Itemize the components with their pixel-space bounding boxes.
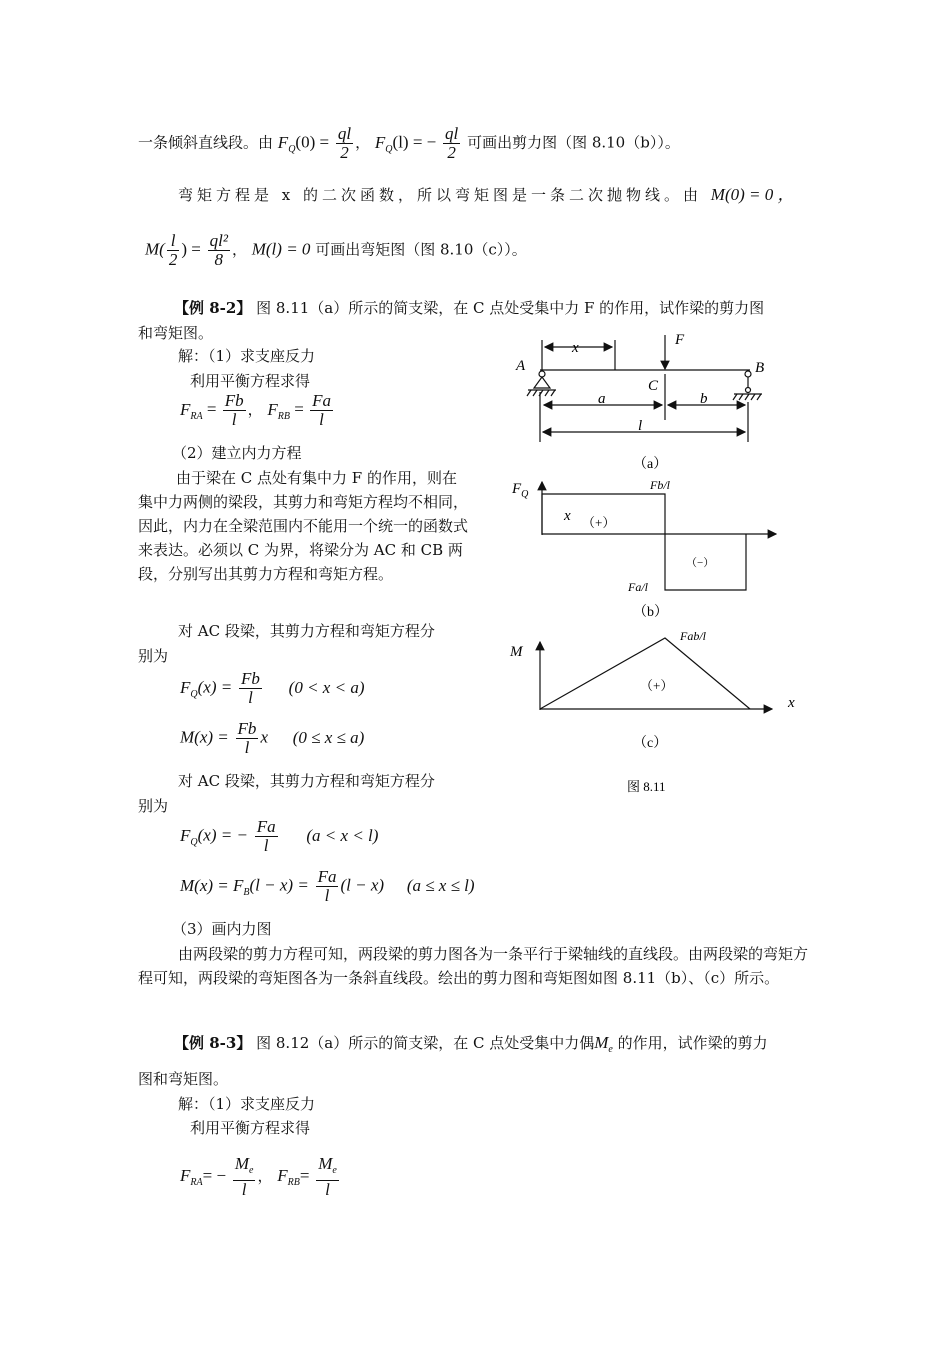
m0-equation: M(0) = 0 ， <box>710 185 795 204</box>
fraction-fb-l-2: $\frac{Fb}{l}$ <box>241 669 260 707</box>
eq-sign: ) = <box>181 239 201 259</box>
solution-step2: （2）建立内力方程 <box>172 444 302 462</box>
label-x-c: x <box>788 695 795 711</box>
label-a: a <box>598 391 606 407</box>
conclusion-paragraph: 由两段梁的剪力方程可知，两段梁的剪力图各为一条平行于梁轴线的直线段。由两段梁的弯矩方程可知，两段梁的弯矩图各为一条斜直线段。绘出的剪力图和弯矩图如图 8.11（b）、（c）所示。 <box>138 945 809 987</box>
text: 可画出弯矩图（图 8.10（c））。 <box>315 240 527 259</box>
line-shear-intro <box>138 125 680 162</box>
ac-segment-text-1: 对 AC 段梁，其剪力方程和弯矩方程分 <box>178 622 435 640</box>
me-symbol: $M_e$ <box>594 1033 613 1055</box>
shear-diagram <box>542 482 776 590</box>
comma: ， <box>231 240 247 259</box>
label-x-b: x <box>564 508 571 524</box>
fql-symbol: $F_Q$ <box>374 132 393 155</box>
fraction-l-2: $\frac{l}{2}$ <box>168 231 178 269</box>
label-fab-l: Fab/l <box>680 629 706 643</box>
label-plus-b: （+） <box>582 515 616 530</box>
equation-fq-cb: $F_Q(x)$ = − $\frac{Fa}{l}$ (a < x < l) <box>180 817 379 855</box>
label-B: B <box>755 360 765 376</box>
fraction-ql-2: $\frac{ql}{2}$ <box>337 124 352 162</box>
fra-symbol: $F_{RA}$ <box>180 399 203 422</box>
frb-symbol: $F_{RB}$ <box>267 399 290 422</box>
example-tag: 【例 8-3】 <box>174 1034 252 1052</box>
fq0-symbol: $F_Q$ <box>277 132 296 155</box>
example-8-2-line2: 和弯矩图。 <box>138 324 214 342</box>
comma: ， <box>355 133 371 152</box>
text: 弯矩方程是 x 的二次函数，所以弯矩图是一条二次抛物线。由 <box>178 186 702 204</box>
label-C: C <box>648 378 659 394</box>
ac-segment-text-2b: 别为 <box>138 797 169 815</box>
fraction-ql-2b: $\frac{ql}{2}$ <box>445 124 459 162</box>
caption-b: （b） <box>633 605 668 620</box>
fql-arg: (l) = − <box>392 132 437 152</box>
condition: (0 < x < a) <box>288 677 365 697</box>
label-A: A <box>516 358 526 374</box>
moment-diagram <box>540 638 772 710</box>
frb-symbol: $F_{RB}$ <box>277 1166 300 1188</box>
reaction-equations: $F_{RA}$ = $\frac{Fb}{l}$ ， $F_{RB}$ = $\frac{Fa}{l}$ <box>180 391 331 429</box>
label-l: l <box>638 418 643 434</box>
text: 一条倾斜直线段。由 <box>138 133 274 152</box>
text: 图 8.11（a）所示的简支梁，在 C 点处受集中力 F 的作用，试作梁的剪力图 <box>256 299 765 317</box>
condition: (a < x < l) <box>306 825 379 845</box>
fraction-fb-l: $\frac{Fb}{l}$ <box>224 391 244 429</box>
text: 的作用，试作梁的剪力 <box>617 1034 768 1052</box>
text: 可画出剪力图（图 8.10（b））。 <box>467 133 680 152</box>
label-fb-l: Fb/l <box>650 478 670 492</box>
figure-caption: 图 8.11 <box>627 779 666 794</box>
ac-segment-text-2: 对 AC 段梁，其剪力方程和弯矩方程分 <box>178 772 435 790</box>
moment-triangle <box>540 638 750 709</box>
solution-8-3-step1: 解：（1）求支座反力 <box>178 1095 316 1113</box>
fraction-fb-l-3: $\frac{Fb}{l}$ <box>237 719 257 757</box>
fraction-me-l-2: $\frac{M_e}{l}$ <box>318 1154 337 1199</box>
fra-symbol: $F_{RA}$ <box>180 1166 203 1188</box>
internal-force-explanation: 由于梁在 C 点处有集中力 F 的作用，则在集中力两侧的梁段，其剪力和弯矩方程均不相同，因此，内力在全梁范围内不能用一个统一的函数式来表达。必须以 C 为界，将梁分为 AC 和 CB 两段，分别写出其剪力方程和弯矩方程。 <box>138 469 469 583</box>
fraction-fa-l: $\frac{Fa}{l}$ <box>312 391 331 429</box>
label-minus-b: （−） <box>686 557 715 569</box>
label-x: x <box>572 340 579 356</box>
solution-step1: 解：（1）求支座反力 <box>178 347 316 365</box>
condition: (a ≤ x ≤ l) <box>406 875 475 895</box>
label-F: F <box>675 332 685 348</box>
balance-text: 利用平衡方程求得 <box>190 372 311 390</box>
condition: (0 ≤ x ≤ a) <box>292 727 365 747</box>
line-moment-parabola <box>178 180 795 205</box>
m-lhs: M(x) = <box>180 727 229 747</box>
fq0-arg: (0) = <box>295 132 330 152</box>
equation-m-cb: $M(x) = F_B(l - x)$ = $\frac{Fa}{l}$ (l − x) (a ≤ x ≤ l) <box>180 867 475 905</box>
equation-fq-ac: $F_Q(x)$ = $\frac{Fb}{l}$ (0 < x < a) <box>180 669 365 707</box>
figure-8-11 <box>500 330 820 800</box>
example-8-3-line2: 图和弯矩图。 <box>138 1070 229 1088</box>
ml0-equation: M(l) = 0 <box>251 239 311 259</box>
caption-a: （a） <box>633 457 668 472</box>
solution-step3: （3）画内力图 <box>172 920 272 938</box>
example-tag: 【例 8-2】 <box>174 299 252 317</box>
example-8-3-line1 <box>174 1032 768 1055</box>
m-symbol: M( <box>145 239 165 259</box>
beam-diagram <box>527 335 765 442</box>
label-M: M <box>510 644 523 660</box>
fraction-ql2-8: $\frac{\text{ql²}}{8}$ <box>209 231 228 269</box>
fq-symbol-2: $F_Q$ <box>180 825 198 848</box>
example-8-2-line1 <box>174 297 764 318</box>
support-a-triangle <box>534 377 550 388</box>
line-moment-values <box>145 232 527 269</box>
label-fq: $F_Q$ <box>512 481 529 500</box>
support-b-pin <box>745 371 751 377</box>
reaction-equations-8-3: $F_{RA}=$ − $\frac{M_e}{l}$ ， $F_{RB}=$ $\frac{M_e}{l}$ <box>180 1154 337 1199</box>
text: 图 8.12（a）所示的简支梁，在 C 点处受集中力偶 <box>256 1034 595 1052</box>
label-plus-c: （+） <box>640 678 674 693</box>
fq-symbol: $F_Q$ <box>180 677 198 700</box>
fraction-fa-l-2: $\frac{Fa}{l}$ <box>256 817 276 855</box>
caption-c: （c） <box>633 736 668 751</box>
fraction-fa-l-3: $\frac{Fa}{l}$ <box>317 867 337 905</box>
ac-segment-text-1b: 别为 <box>138 647 169 665</box>
label-fa-l: Fa/l <box>628 580 648 594</box>
label-b: b <box>700 391 708 407</box>
balance-text-8-3: 利用平衡方程求得 <box>190 1119 311 1137</box>
equation-m-ac: M(x) = $\frac{Fb}{l}$ x (0 ≤ x ≤ a) <box>180 719 365 757</box>
m-lhs-2: $M(x) = F_B$ <box>180 875 250 898</box>
fraction-me-l: $\frac{M_e}{l}$ <box>234 1154 254 1199</box>
